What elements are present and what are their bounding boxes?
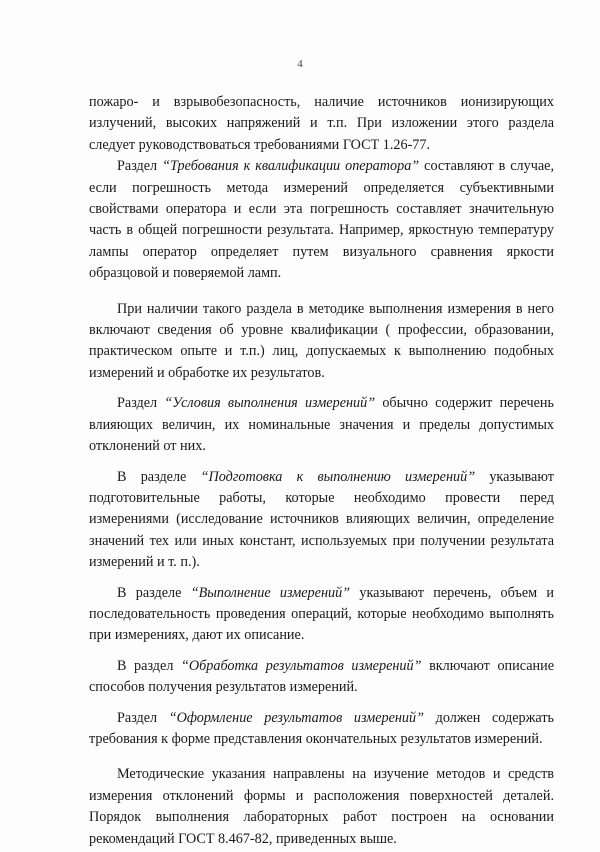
paragraph-text: указывают подготовительные работы, которые необходимо провести перед измерениями (исследование источников влияющих величин, определение значений тех или иных констант, используемых при получении результата измерений и т. п.). xyxy=(89,468,554,571)
paragraph-execution xyxy=(89,583,554,647)
paragraph-text: пожаро- и взрывобезопасность, наличие источников ионизирующих излучений, высоких напряжений и т.п. При изложении этого раздела следует руководствоваться требованиями ГОСТ 1.26-77. xyxy=(89,94,554,153)
section-title: “Выполнение измерений” xyxy=(190,584,351,601)
paragraph-formatting xyxy=(89,708,554,751)
paragraph-lead: Раздел xyxy=(117,158,163,175)
paragraph-lead: В разделе xyxy=(117,468,201,485)
section-title: “Оформление результатов измерений” xyxy=(168,709,425,726)
paragraph-text: должен содержать требования к форме представления окончательных результатов измерений. xyxy=(89,709,554,747)
paragraph-guidelines xyxy=(89,764,554,850)
paragraph-processing xyxy=(89,656,554,699)
paragraph-preparation xyxy=(89,467,554,574)
paragraph-text: обычно содержит перечень влияющих величин, их номинальные значения и пределы допустимых отклонений от них. xyxy=(89,395,554,455)
paragraph-safety xyxy=(89,92,554,156)
page-number: 4 xyxy=(297,58,303,70)
paragraph-lead: В раздел xyxy=(117,657,181,674)
paragraph-text: включают описание способов получения результатов измерений. xyxy=(89,657,554,696)
section-title: “Требования к квалификации оператора” xyxy=(162,158,420,175)
paragraph-text: Методические указания направлены на изучение методов и средств измерения отклонений формы и расположения поверхностей деталей. Порядок выполнения лабораторных работ построен на основании рекомендаций ГОСТ 8.467-82, приведенных выше. xyxy=(89,766,554,847)
paragraph-text: указывают перечень, объем и последовательность проведения операций, которые необходимо выполнять при измерениях, дают их описание. xyxy=(89,584,554,644)
paragraph-measurement-conditions xyxy=(89,393,554,457)
section-title: “Подготовка к выполнению измерений” xyxy=(200,468,476,485)
section-title: “Условия выполнения измерений” xyxy=(164,395,376,412)
paragraph-lead: Раздел xyxy=(117,395,165,412)
paragraph-operator-qualification xyxy=(89,156,554,284)
paragraph-text: составляют в случае, если погрешность метода измерений определяется субъективными свойствами оператора и если эта погрешность составляет значительную часть в общей погрешности результата. Например, яркостную температуру лампы оператор определяет путем визуального сравнения яркости образцовой и поверяемой ламп. xyxy=(89,158,554,282)
body-text xyxy=(89,92,554,850)
paragraph-lead: Раздел xyxy=(117,709,169,726)
paragraph-text: При наличии такого раздела в методике выполнения измерения в него включают сведения об уровне квалификации ( профессии, образовании, практическом опыте и т.п.) лиц, допускаемых к выполнению подобных измерений и обработке их результатов. xyxy=(89,300,554,381)
section-title: “Обработка результатов измерений” xyxy=(181,657,422,674)
paragraph-qualification-details xyxy=(89,299,554,385)
paragraph-lead: В разделе xyxy=(117,584,191,601)
